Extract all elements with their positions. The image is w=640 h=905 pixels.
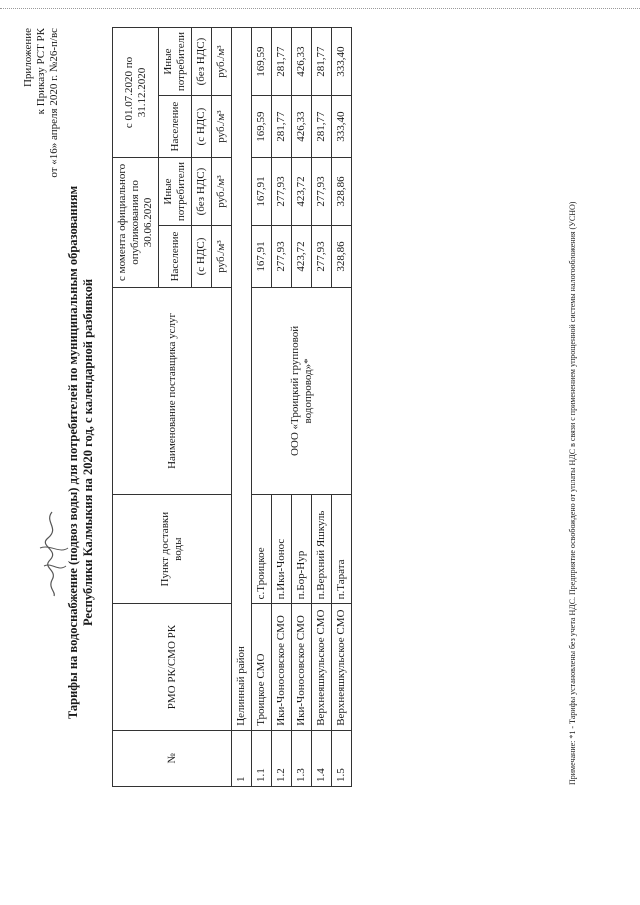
title-line-2: Республики Калмыкия на 2020 год, с календарной разбивкой [81,278,95,627]
header-point: Пункт доставки воды [113,494,232,603]
header-vat-without-2: (без НДС) [192,28,212,96]
row-point: с.Троицкое [252,494,272,603]
tariff-table [112,27,352,787]
row-other-1: 167,91 [252,157,272,225]
header-vat-with-1: (с НДС) [192,226,212,288]
header-unit-3: руб./м³ [212,96,232,158]
header-unit-4: руб./м³ [212,28,232,96]
header-num: № [113,730,232,786]
row-other-2: 426,33 [292,28,312,96]
row-population-2: 281,77 [272,96,292,158]
row-rmo: Верхнеяшкульское СМО [332,604,352,730]
row-population-1: 328,86 [332,226,352,288]
row-point: п.Тарата [332,494,352,603]
district-num: 1 [232,730,252,786]
row-population-1: 277,93 [312,226,332,288]
row-rmo: Ики-Чоносовское СМО [272,604,292,730]
row-population-2: 426,33 [292,96,312,158]
district-row [232,28,252,787]
provider-name: ООО «Троицкий групповой водопровод»* [252,287,352,494]
row-other-2: 333,40 [332,28,352,96]
header-row-1 [113,28,159,787]
row-population-2: 333,40 [332,96,352,158]
row-num: 1.2 [272,730,292,786]
header-other-1: Иные потребители [159,157,192,225]
appendix-order-date: от «16» апреля 2020 г. №26-п/вс [48,28,60,178]
row-other-1: 328,86 [332,157,352,225]
row-point: п.Ики-Чонос [272,494,292,603]
row-rmo: Троицкое СМО [252,604,272,730]
header-vat-with-2: (с НДС) [192,96,212,158]
appendix-label: Приложение [22,28,34,88]
row-num: 1.4 [312,730,332,786]
row-other-1: 423,72 [292,157,312,225]
row-population-1: 167,91 [252,226,272,288]
row-population-2: 281,77 [312,96,332,158]
row-point: п.Бор-Нур [292,494,312,603]
header-vat-without-1: (без НДС) [192,157,212,225]
header-rmo: РМО РК/СМО РК [113,604,232,730]
row-num: 1.3 [292,730,312,786]
row-other-2: 281,77 [272,28,292,96]
appendix-order-ref: к Приказу РСТ РК [35,28,47,115]
table-row [252,28,272,787]
row-other-1: 277,93 [272,157,292,225]
footnote: Примечание: *1 - Тарифы установлены без учета НДС. Предприятие освобождено от уплаты НДС в связи с применением упрощенной системы налогообложения (УСНО) [568,201,577,785]
header-period-2: с 01.07.2020 по 31.12.2020 [113,28,159,158]
row-rmo: Ики-Чоносовское СМО [292,604,312,730]
document-title [66,0,96,905]
header-provider: Наименование поставщика услуг [113,287,232,494]
row-other-2: 281,77 [312,28,332,96]
row-population-2: 169,59 [252,96,272,158]
row-point: п.Верхний Яшкуль [312,494,332,603]
row-other-1: 277,93 [312,157,332,225]
district-name: Целинный район [232,28,252,731]
header-unit-1: руб./м³ [212,226,232,288]
header-period-1: с момента официального опубликования по 30.06.2020 [113,157,159,287]
row-population-1: 423,72 [292,226,312,288]
row-num: 1.1 [252,730,272,786]
row-num: 1.5 [332,730,352,786]
title-line-1: Тарифы на водоснабжение (подвоз воды) для потребителей по муниципальным образованиям [66,185,80,720]
header-population-1: Население [159,226,192,288]
row-other-2: 169,59 [252,28,272,96]
row-rmo: Верхнеяшкульское СМО [312,604,332,730]
appendix-block [22,28,61,178]
header-unit-2: руб./м³ [212,157,232,225]
handwritten-signature [30,508,76,598]
header-population-2: Население [159,96,192,158]
row-population-1: 277,93 [272,226,292,288]
header-other-2: Иные потребители [159,28,192,96]
